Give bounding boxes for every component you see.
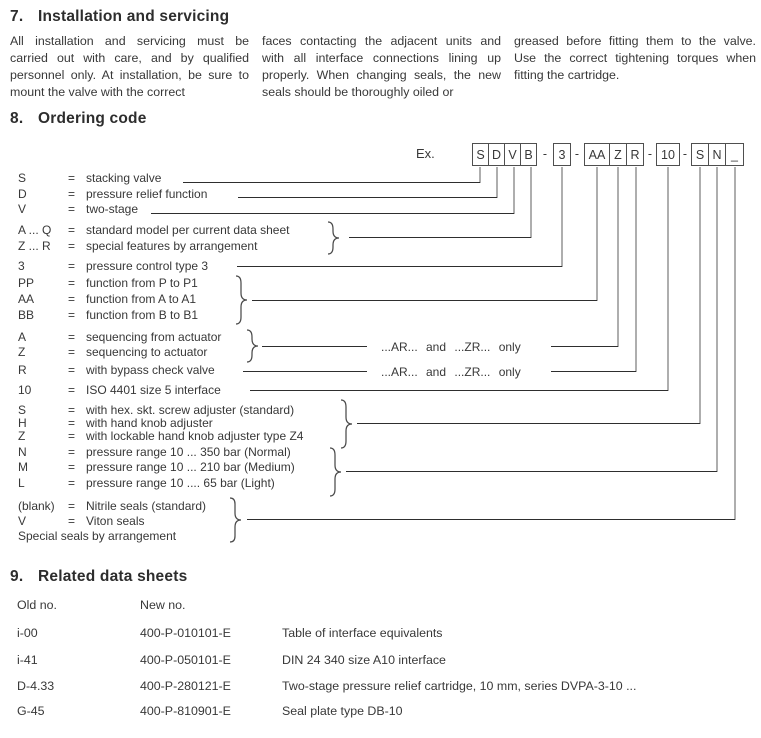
code-box-group-5 — [691, 143, 744, 166]
table-header-old: Old no. — [17, 598, 57, 612]
legend-row: 3 = pressure control type 3 — [18, 259, 209, 273]
code-separator: - — [682, 147, 688, 161]
table-cell-old: D-4.33 — [17, 679, 55, 693]
legend-row: (blank) = Nitrile seals (standard) — [18, 499, 207, 513]
code-box-group-4 — [656, 143, 680, 166]
legend-desc: pressure control type 3 — [86, 259, 209, 273]
legend-row: AA = function from A to A1 — [18, 292, 197, 306]
legend-code: Z — [18, 429, 26, 443]
note-ar-zr-2: ...AR... and ...ZR... only — [381, 365, 521, 379]
section7-column-1: All installation and servicing must be carried out with care, and by qualified personnel only. At installation, be sure to mount the valve with the correct — [10, 34, 249, 99]
legend-code: A — [18, 330, 27, 344]
legend-code: PP — [18, 276, 35, 290]
legend-row: PP = function from P to P1 — [18, 276, 198, 290]
legend-desc: special features by arrangement — [86, 239, 258, 253]
legend-code: (blank) — [18, 499, 55, 513]
legend-code: L — [18, 476, 25, 490]
legend-desc: ISO 4401 size 5 interface — [86, 383, 221, 397]
section8-heading — [10, 110, 147, 128]
legend-desc: pressure range 10 ... 350 bar (Normal) — [86, 445, 291, 459]
section9-heading — [10, 568, 187, 586]
table-cell-new: 400-P-050101-E — [140, 653, 231, 667]
legend-row — [18, 530, 176, 543]
table-cell-new: 400-P-010101-E — [140, 626, 231, 640]
code-separator: - — [542, 147, 548, 161]
code-separator: - — [574, 147, 580, 161]
legend-desc: standard model per current data sheet — [86, 223, 290, 237]
code-cell: 10 — [656, 143, 680, 166]
legend-code: M — [18, 460, 28, 474]
code-cell: S — [472, 143, 489, 166]
legend-code: D — [18, 187, 27, 201]
legend-code: AA — [18, 292, 35, 306]
example-label: Ex. — [416, 146, 435, 161]
legend-desc: Special seals by arrangement — [18, 529, 177, 543]
legend-row: 10 = ISO 4401 size 5 interface — [18, 383, 221, 397]
legend-row: M = pressure range 10 ... 210 bar (Medium) — [18, 460, 295, 474]
legend-desc: Nitrile seals (standard) — [86, 499, 207, 513]
legend-code: 3 — [18, 259, 25, 273]
legend-desc: two-stage — [86, 202, 139, 216]
code-cell: D — [488, 143, 505, 166]
section8-title: Ordering code — [38, 110, 147, 127]
legend-row: S = with hex. skt. screw adjuster (standard) — [18, 403, 295, 417]
brace-glyphs — [230, 222, 352, 542]
table-cell-old: i-00 — [17, 626, 38, 640]
legend-row: S = stacking valve — [18, 171, 162, 185]
code-box-group-1 — [472, 143, 537, 166]
legend-desc: sequencing to actuator — [86, 345, 208, 359]
section9-number: 9. — [10, 568, 24, 585]
legend-desc: with hex. skt. screw adjuster (standard) — [86, 403, 295, 417]
legend-desc: stacking valve — [86, 171, 162, 185]
legend-row: Z = with lockable hand knob adjuster type Z4 — [18, 429, 304, 443]
legend-row: Z ... R = special features by arrangement — [18, 239, 258, 253]
legend-code: 10 — [18, 383, 32, 397]
table-cell-old: G-45 — [17, 704, 45, 718]
legend-code: S — [18, 403, 27, 417]
code-cell: B — [520, 143, 537, 166]
legend-desc: with hand knob adjuster — [86, 416, 213, 430]
section8-number: 8. — [10, 110, 24, 127]
table-cell-desc: Table of interface equivalents — [282, 626, 443, 640]
code-cell: AA — [584, 143, 610, 166]
code-cell: R — [626, 143, 644, 166]
legend-row: V = two-stage — [18, 202, 139, 216]
code-cell: Z — [609, 143, 627, 166]
table-cell-new: 400-P-280121-E — [140, 679, 231, 693]
legend-desc: pressure range 10 .... 65 bar (Light) — [86, 476, 275, 490]
legend-row: L = pressure range 10 .... 65 bar (Light) — [18, 476, 275, 490]
section7-column-2: faces contacting the adjacent units and with all interface connections lining up properly. When changing seals, the new seals should be thoroughly oiled or — [262, 34, 501, 99]
section9-title: Related data sheets — [38, 568, 188, 585]
table-cell-desc: Seal plate type DB-10 — [282, 704, 403, 718]
section7-number: 7. — [10, 8, 24, 25]
legend-row: V = Viton seals — [18, 514, 145, 528]
legend-code: Z ... R — [18, 239, 51, 253]
legend-desc: pressure range 10 ... 210 bar (Medium) — [86, 460, 295, 474]
legend-code: V — [18, 514, 27, 528]
code-cell: S — [691, 143, 709, 166]
table-cell-desc: DIN 24 340 size A10 interface — [282, 653, 446, 667]
section7-heading — [10, 8, 229, 26]
legend-desc: Viton seals — [86, 514, 145, 528]
legend-code: H — [18, 416, 27, 430]
legend-code: BB — [18, 308, 35, 322]
code-box-group-3 — [584, 143, 644, 166]
legend-desc: pressure relief function — [86, 187, 208, 201]
legend-desc: function from A to A1 — [86, 292, 197, 306]
section7-title: Installation and servicing — [38, 8, 230, 25]
legend-row: A ... Q = standard model per current data sheet — [18, 223, 290, 237]
section7-column-3: greased before fitting them to the valve. Use the correct tightening torques when fitting the cartridge. — [514, 34, 756, 82]
legend-code: Z — [18, 345, 26, 359]
legend-desc: function from B to B1 — [86, 308, 199, 322]
legend-code: N — [18, 445, 27, 459]
legend-code: A ... Q — [18, 223, 52, 237]
code-separator: - — [647, 147, 653, 161]
legend-row: R = with bypass check valve — [18, 363, 215, 377]
legend-desc: with lockable hand knob adjuster type Z4 — [86, 429, 304, 443]
table-cell-old: i-41 — [17, 653, 38, 667]
legend-code: R — [18, 363, 27, 377]
code-cell: _ — [725, 143, 744, 166]
legend-row: N = pressure range 10 ... 350 bar (Normal) — [18, 445, 291, 459]
code-cell: N — [708, 143, 726, 166]
legend-row: BB = function from B to B1 — [18, 308, 199, 322]
legend-row: Z = sequencing to actuator — [18, 345, 208, 359]
legend-code: V — [18, 202, 27, 216]
table-cell-new: 400-P-810901-E — [140, 704, 231, 718]
code-cell: 3 — [553, 143, 571, 166]
legend-code: S — [18, 171, 27, 185]
legend-row: A = sequencing from actuator — [18, 330, 222, 344]
legend-desc: sequencing from actuator — [86, 330, 222, 344]
code-box-group-2 — [553, 143, 571, 166]
legend-desc: function from P to P1 — [86, 276, 198, 290]
legend-desc: with bypass check valve — [86, 363, 215, 377]
code-cell: V — [504, 143, 521, 166]
legend-row: D = pressure relief function — [18, 187, 208, 201]
table-cell-desc: Two-stage pressure relief cartridge, 10 mm, series DVPA-3-10 ... — [282, 679, 637, 693]
legend-row: H = with hand knob adjuster — [18, 416, 213, 430]
note-ar-zr-1: ...AR... and ...ZR... only — [381, 340, 521, 354]
table-header-new: New no. — [140, 598, 186, 612]
